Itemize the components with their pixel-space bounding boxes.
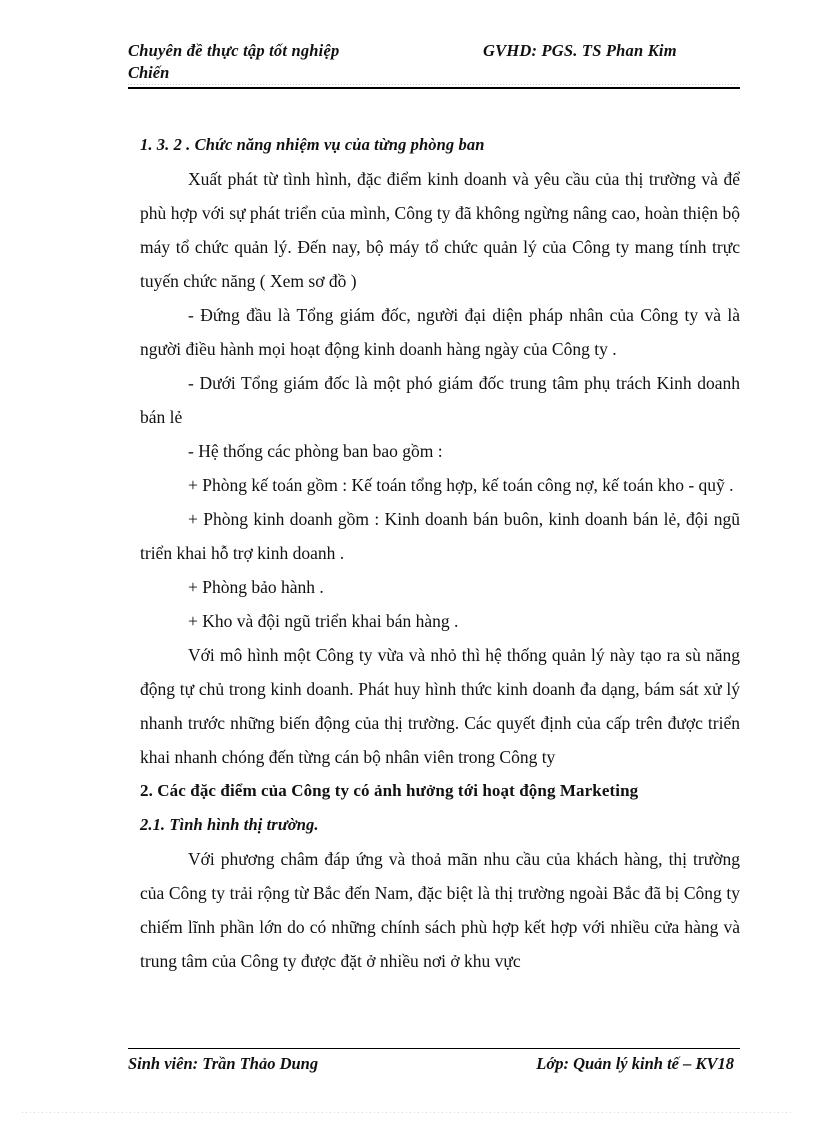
paragraph-general-director: - Đứng đầu là Tổng giám đốc, người đại diện pháp nhân của Công ty và là người điều hành mọi hoạt động kinh doanh hàng ngày của Công ty . [140,305,740,359]
footer-class: Lớp: Quản lý kinh tế – KV18 [536,1054,734,1073]
paragraph-background: Xuất phát từ tình hình, đặc điểm kinh doanh và yêu cầu của thị trường và để phù hợp với sự phát triển của mình, Công ty đã không ngừng nâng cao, hoàn thiện bộ máy tổ chức quản lý. Đến nay, bộ máy tổ chức quản lý của Công ty mang tính trực tuyến chức năng ( Xem sơ đồ ) [140,169,740,291]
paragraph-market-situation: Với phương châm đáp ứng và thoả mãn nhu cầu của khách hàng, thị trường của Công ty trải rộng từ Bắc đến Nam, đặc biệt là thị trường ngoài Bắc đã bị Công ty chiếm lĩnh phần lớn do có những chính sách phù hợp kết hợp với nhiều cửa hàng và trung tâm của Công ty được đặt ở nhiều nơi ở khu vực [140,849,740,971]
header-row [128,40,740,62]
section-heading-2-1: 2.1. Tình hình thị trường. [140,815,319,834]
paragraph-accounting-department: + Phòng kế toán gồm : Kế toán tổng hợp, kế toán công nợ, kế toán kho - quỹ . [188,475,734,495]
section-heading-2: 2. Các đặc điểm của Công ty có ảnh hưởng tới hoạt động Marketing [140,781,639,800]
document-body [140,128,740,978]
header-divider-speckle [128,84,740,85]
header-course-title-continuation: Chiến [128,63,170,82]
paragraph-sales-department: + Phòng kinh doanh gồm : Kinh doanh bán buôn, kinh doanh bán lẻ, đội ngũ triển khai hỗ trợ kinh doanh . [140,509,740,563]
paragraph-deputy-director: - Dưới Tổng giám đốc là một phó giám đốc trung tâm phụ trách Kinh doanh bán lẻ [140,373,740,427]
page-footer [128,1048,740,1075]
page-header [128,40,740,89]
footer-row [128,1053,740,1075]
header-divider [128,87,740,89]
section-heading-1-3-2: 1. 3. 2 . Chức năng nhiệm vụ của từng phòng ban [140,135,485,154]
paragraph-departments-intro: - Hệ thống các phòng ban bao gồm : [188,441,443,461]
paragraph-warehouse-department: + Kho và đội ngũ triển khai bán hàng . [188,611,459,631]
paragraph-management-model: Với mô hình một Công ty vừa và nhỏ thì hệ thống quản lý này tạo ra sù năng động tự chủ trong kinh doanh. Phát huy hình thức kinh doanh đa dạng, bám sát xử lý nhanh trước những biến động của thị trường. Các quyết định của cấp trên được triển khai nhanh chóng đến từng cán bộ nhân viên trong Công ty [140,645,740,767]
scan-artifact-line [22,1112,794,1113]
header-course-title: Chuyên đề thực tập tốt nghiệp [128,41,340,60]
paragraph-warranty-department: + Phòng bảo hành . [188,577,324,597]
header-supervisor: GVHD: PGS. TS Phan Kim [483,41,677,60]
footer-student-name: Sinh viên: Trần Thảo Dung [128,1054,319,1073]
footer-divider [128,1048,740,1049]
